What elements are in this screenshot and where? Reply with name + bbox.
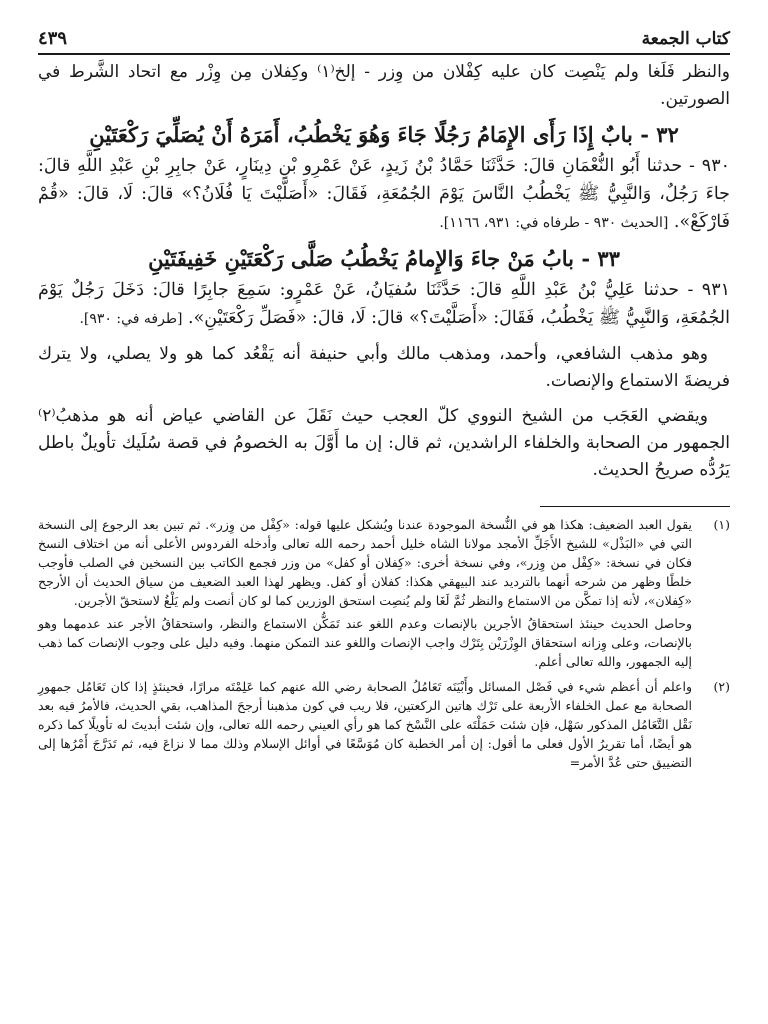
footnote-separator bbox=[540, 506, 730, 507]
commentary-paragraph: وهو مذهب الشافعي، وأحمد، ومذهب مالك وأبي حنيفة أنه يَقْعُد كما هو ولا يصلي، ولا يترك فريضةَ الاستماع والإنصات. bbox=[38, 344, 730, 391]
hadith-text: ٩٣٠ - حدثنا أَبُو النُّعْمَانِ قالَ: حَدَّثَنَا حَمَّادُ بْنُ زَيدٍ، عَنْ عَمْرِو بْنِ دِينَارٍ، عَنْ جابِرِ بْنِ عَبْدِ اللَّهِ قالَ: جاءَ رَجُلٌ، وَالنَّبِيُّ ﷺ يَخْطُبُ النَّاسَ يَوْمَ الجُمُعَةِ، فَقَالَ: «أَصَلَّيْتَ يَا فُلَانُ؟» قالَ: لَا، قالَ: «قُمْ فَارْكَعْ». bbox=[38, 156, 730, 232]
hadith-text: ٩٣١ - حدثنا عَلِيُّ بْنُ عَبْدِ اللَّهِ قالَ: حَدَّثَنَا سُفيَانُ، عَنْ عَمْرٍو: سَمِعَ جابِرًا قالَ: دَخَلَ رَجُلٌ يَوْمَ الجُمُعَةِ، وَالنَّبِيُّ ﷺ يَخْطُبُ، فَقَالَ: «أَصَلَّيْتَ؟» قالَ: لَا، قالَ: «فَصَلِّ رَكْعَتَيْنِ». bbox=[38, 280, 730, 328]
chapter-32 bbox=[38, 119, 730, 237]
chapter-title: ٣٣ - بابُ مَنْ جاءَ وَالإِمامُ يَخْطُبُ صَلَّى رَكْعَتَيْنِ خَفِيفَتَيْنِ bbox=[148, 246, 620, 271]
book-title: كتاب الجمعة bbox=[641, 29, 730, 49]
footnote-paragraph: وحاصل الحديث حينئذ استحقاقُ الأجرين بالإنصات وعدم اللغو عند تَمَكُّن الاستماع والنظر، واستحقاقُ الأجر عند عدمهما وهو بالإنصات، وعلى وِزانه استحقاق الوِزْرَيْن بِتَرْك واجب الإنصات واللغو عند التمكن منهما. وفيه دليل على وجوب الإنصات كما ذهب إليه الجمهور، والله تعالى أعلم. bbox=[38, 616, 692, 669]
footnote-1 bbox=[38, 515, 730, 675]
hadith-reference: [الحديث ٩٣٠ - طرفاه في: ٩٣١، ١١٦٦]. bbox=[439, 215, 669, 231]
page-number: ٤٣٩ bbox=[38, 28, 68, 49]
footnote-number: (٢) bbox=[713, 679, 730, 694]
footnote-body bbox=[38, 515, 692, 675]
hadith-930 bbox=[38, 152, 730, 237]
footnote-body bbox=[38, 677, 692, 776]
hadith-931 bbox=[38, 276, 730, 333]
hadith-reference: [طرفه في: ٩٣٠]. bbox=[79, 311, 183, 327]
page-header bbox=[38, 28, 730, 55]
chapter-33 bbox=[38, 243, 730, 333]
footnote-2 bbox=[38, 677, 730, 776]
chapter-title: ٣٢ - بابٌ إِذَا رَأَى الإِمَامُ رَجُلًا جَاءَ وَهُوَ يَخْطُبُ، أَمَرَهُ أَنْ يُصَلِّيَ رَكْعَتَيْنِ bbox=[89, 122, 679, 147]
footnote-paragraph: واعلم أن أعظم شيء في فَصْل المسائل وأَبْيَنَه تَعَامُلُ الصحابة رضي الله عنهم كما عَلِمْتَه مرارًا، فحينئذٍ إذا كان تَعَامُل جمهورِ الصحابة مع عمل الخلفاء الأربعة على تَرْك هاتين الركعتين، فلا ريب في كون مذهبنا أرجحَ المذاهب، بقي الحديث، فالأمرُ فيه بعد نَقْل التَّعَامُل المذكور سَهْل، فإن شئت حَمَلْتَه على النَّسْخ كما هو رأي العيني رحمه الله تعالى، وإن شئت أبديتَ له تأويلًا كما ذكره هو أيضًا، أما تقريرُ الأول فعلى ما أقول: إن أمر الخطبة كان مُوَسَّعًا في أوائل الإسلام وذلك مما لا نزاعَ فيه، ثم تَدَرَّجَ أَمْرُها إلى التضييق حتى عُدَّ الأمر= bbox=[38, 679, 692, 770]
commentary-paragraph: ويقضي العَجَب من الشيخ النووي كلّ العجب حيث نَقَلَ عن القاضي عياض أنه هو مذهبُ⁽٢⁾ الجمهور من الصحابة والخلفاء الراشدين، ثم قال: إن ما أَوَّلَ به الخصومُ في قصة سُلَيك تأويلٌ باطل يَرُدُّه صريحُ الحديث. bbox=[38, 406, 730, 480]
footnote-number: (١) bbox=[713, 517, 730, 532]
footnote-paragraph: يقول العبد الضعيف: هكذا هو في النُّسخة الموجودة عندنا ويُشكل عليها قوله: «كِفْل من وِزر». ثم تبين بعد الرجوع إلى النسخة التي في «البَذْل» للشيخ الأَجَلِّ الأمجد مولانا الشاه خليل أحمد رحمه الله تعالى وأدخله الفردوس الأعلى أنه من اختلاف النسخ فكان في نسخة: «كِفْل من وِزر»، وفي نسخة أخرى: «كِفلان أو كفل» من وزر فجمع الكاتب بين النسخين في الصلب فأوجب خلطًا وظهر من شرحه أنهما بالترديد عند البيهقي هكذا: كفلان أو كفل. ويظهر لهذا العبد الضعيف من سياق الحديث أن الأرجح «كِفلان»، لأنه إذا تمكَّن من الاستماع والنظر ثُمَّ لَغَا ولم يُنصِت استحق الوزرين كما لو كان أنصت ولم يَلْغُ لاستحقّ الأجرين. bbox=[38, 517, 692, 608]
intro-text: والنظر فَلَغا ولم يَنْصِت كان عليه كِفْلان من وِزر - إلخ⁽١⁾ وكِفلان مِن وِزْر مع اتحاد الشَّرط في الصورتين. bbox=[38, 62, 730, 109]
